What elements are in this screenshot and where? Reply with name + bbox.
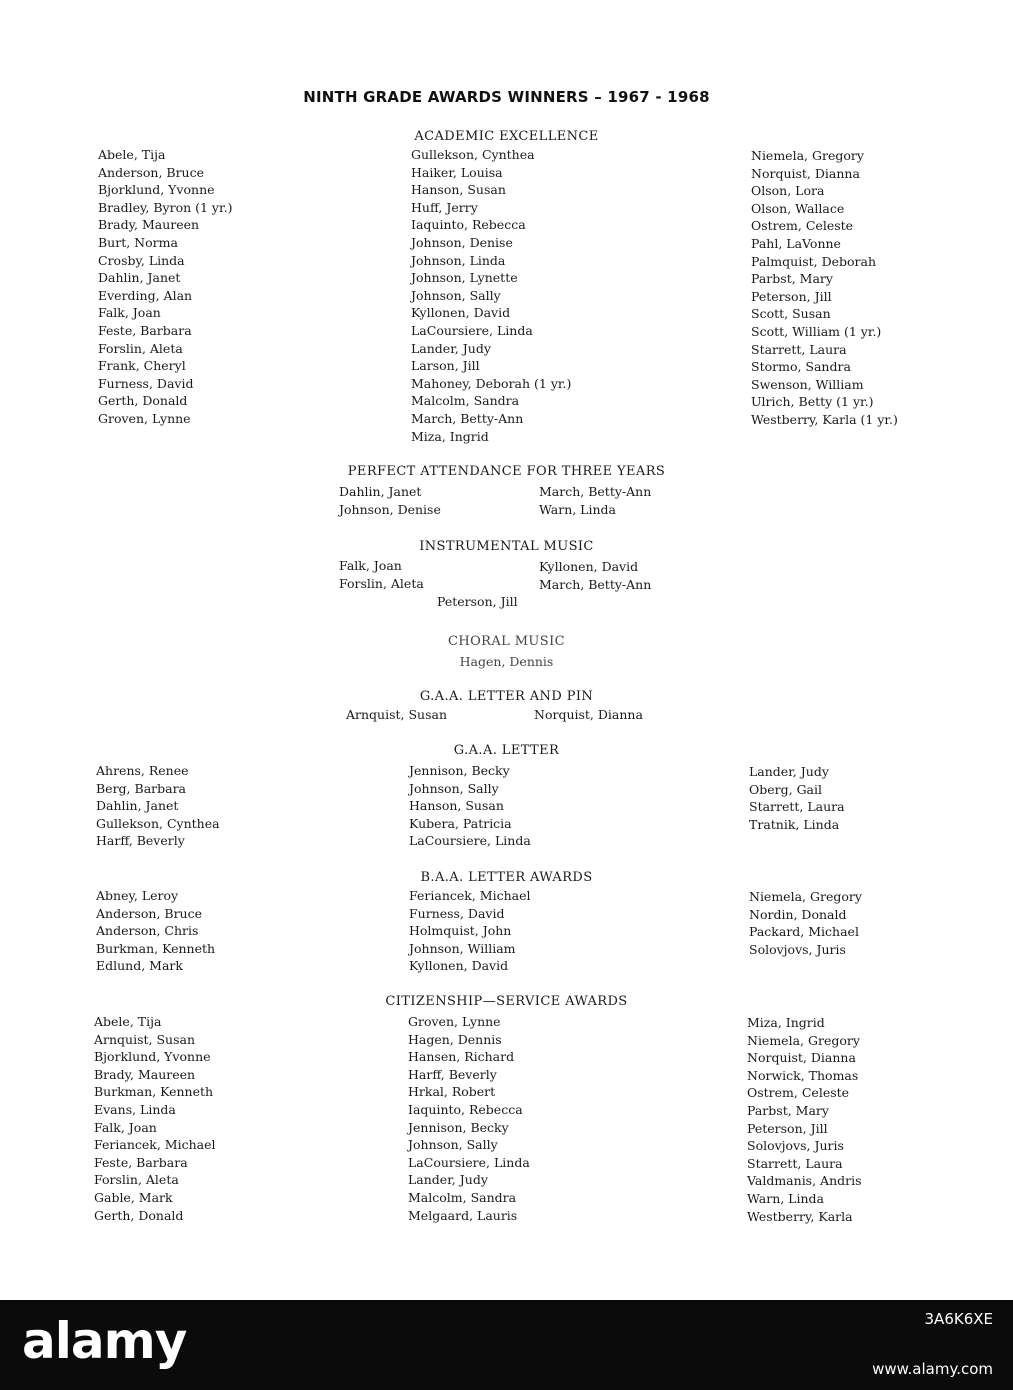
name-entry: Scott, Susan [751, 306, 831, 322]
choral-heading: CHORAL MUSIC [448, 634, 565, 649]
name-entry: Hanson, Susan [409, 798, 504, 814]
name-entry: Iaquinto, Rebecca [411, 217, 526, 233]
name-entry: Peterson, Jill [747, 1120, 828, 1136]
name-entry: Oberg, Gail [749, 781, 823, 797]
name-entry: Abele, Tija [94, 1014, 162, 1029]
name-entry: Ostrem, Celeste [747, 1085, 850, 1101]
name-entry: Pahl, LaVonne [751, 235, 841, 251]
citizenship-col2 [408, 1013, 530, 1224]
name-entry: Johnson, Linda [411, 252, 506, 268]
name-entry: Niemela, Gregory [749, 889, 862, 904]
name-entry: Jennison, Becky [409, 763, 510, 778]
name-entry: Feriancek, Michael [94, 1137, 216, 1153]
instrumental-right [539, 558, 651, 593]
name-entry: Niemela, Gregory [751, 148, 864, 163]
name-entry: Jennison, Becky [408, 1119, 509, 1135]
name-entry: LaCoursiere, Linda [409, 833, 531, 849]
name-entry: Starrett, Laura [749, 799, 845, 815]
name-entry: Kyllonen, David [539, 559, 639, 574]
name-entry: Starrett, Laura [747, 1155, 843, 1171]
academic-excellence-heading: ACADEMIC EXCELLENCE [414, 129, 599, 144]
name-entry: Dahlin, Janet [339, 484, 422, 499]
name-entry: Harff, Beverly [96, 833, 185, 849]
gaa-letter-heading: G.A.A. LETTER [453, 743, 560, 758]
name-entry: March, Betty-Ann [539, 484, 652, 499]
baa-col2 [409, 887, 530, 975]
name-entry: LaCoursiere, Linda [411, 322, 533, 338]
name-entry: Everding, Alan [98, 287, 193, 303]
name-entry: Lander, Judy [411, 340, 491, 356]
name-entry: Mahoney, Deborah (1 yr.) [411, 375, 572, 391]
attendance-right [539, 483, 651, 518]
name-entry: Miza, Ingrid [411, 428, 489, 444]
name-entry: Johnson, Lynette [411, 270, 518, 286]
name-entry: Johnson, William [409, 940, 516, 956]
name-entry: Malcolm, Sandra [408, 1189, 517, 1205]
name-entry: Feste, Barbara [94, 1154, 188, 1170]
name-entry: Johnson, Sally [411, 287, 501, 303]
name-entry: Bjorklund, Yvonne [94, 1049, 211, 1065]
instrumental-left [339, 557, 424, 592]
name-entry: Dahlin, Janet [98, 270, 181, 286]
watermark-footer [0, 1300, 1013, 1390]
name-entry: Norquist, Dianna [747, 1050, 856, 1066]
name-entry: March, Betty-Ann [539, 576, 652, 592]
academic-col3 [751, 147, 898, 429]
name-entry: Johnson, Denise [339, 501, 441, 517]
gaa-letter-col3 [749, 763, 845, 833]
name-entry: Berg, Barbara [96, 780, 187, 796]
name-entry: Olson, Wallace [751, 200, 845, 216]
name-entry: Burt, Norma [98, 234, 178, 250]
name-entry: March, Betty-Ann [411, 410, 524, 426]
name-entry: Larson, Jill [411, 358, 480, 374]
name-entry: Abney, Leroy [96, 888, 179, 903]
name-entry: Groven, Lynne [98, 410, 191, 426]
name-entry: Bradley, Byron (1 yr.) [98, 199, 233, 215]
gaa-pin-heading: G.A.A. LETTER AND PIN [419, 689, 594, 704]
name-entry: Forslin, Aleta [339, 575, 424, 591]
name-entry: Huff, Jerry [411, 199, 478, 215]
name-entry: Anderson, Bruce [98, 164, 204, 180]
name-entry: Forslin, Aleta [94, 1172, 179, 1188]
attendance-heading: PERFECT ATTENDANCE FOR THREE YEARS [347, 464, 666, 479]
name-entry: Valdmanis, Andris [747, 1173, 862, 1189]
baa-col3 [749, 888, 862, 958]
name-entry: Warn, Linda [747, 1190, 824, 1206]
name-entry: Groven, Lynne [408, 1014, 501, 1029]
name-entry: Scott, William (1 yr.) [751, 323, 882, 339]
name-entry: Feriancek, Michael [409, 888, 531, 903]
name-entry: Niemela, Gregory [747, 1032, 860, 1048]
gaa-letter-col2 [409, 762, 531, 850]
name-entry: Falk, Joan [339, 558, 402, 573]
image-id: 3A6K6XE [924, 1310, 993, 1328]
name-entry: Olson, Lora [751, 183, 825, 199]
name-entry: Norquist, Dianna [751, 165, 860, 181]
name-entry: Hagen, Dennis [408, 1031, 502, 1047]
name-entry: Falk, Joan [94, 1119, 157, 1135]
name-entry: Ulrich, Betty (1 yr.) [751, 394, 874, 410]
name-entry: Gable, Mark [94, 1189, 173, 1205]
instrumental-heading: INSTRUMENTAL MUSIC [419, 539, 594, 554]
name-entry: Parbst, Mary [747, 1102, 829, 1118]
name-entry: Swenson, William [751, 376, 864, 392]
name-entry: Gullekson, Cynthea [411, 147, 535, 162]
name-entry: Solovjovs, Juris [749, 941, 846, 957]
citizenship-heading: CITIZENSHIP—SERVICE AWARDS [385, 994, 628, 1009]
academic-col2 [411, 146, 571, 445]
name-entry: Palmquist, Deborah [751, 253, 877, 269]
name-entry: Edlund, Mark [96, 958, 183, 974]
gaa-pin-left: Arnquist, Susan [346, 707, 448, 722]
academic-col1 [98, 146, 232, 428]
name-entry: Parbst, Mary [751, 271, 833, 287]
name-entry: Arnquist, Susan [94, 1031, 196, 1047]
name-entry: Crosby, Linda [98, 252, 185, 268]
name-entry: Holmquist, John [409, 923, 512, 939]
name-entry: Warn, Linda [539, 501, 616, 517]
baa-col1 [96, 887, 215, 975]
gaa-pin-right: Norquist, Dianna [534, 707, 643, 722]
brand-logo: alamy [22, 1312, 187, 1370]
name-entry: Malcolm, Sandra [411, 393, 520, 409]
name-entry: Nordin, Donald [749, 906, 847, 922]
name-entry: Ostrem, Celeste [751, 218, 854, 234]
name-entry: Iaquinto, Rebecca [408, 1101, 523, 1117]
citizenship-col1 [94, 1013, 215, 1224]
name-entry: LaCoursiere, Linda [408, 1154, 530, 1170]
name-entry: Solovjovs, Juris [747, 1138, 844, 1154]
name-entry: Burkman, Kenneth [94, 1084, 214, 1100]
choral-center: Hagen, Dennis [459, 654, 554, 669]
name-entry: Furness, David [98, 375, 194, 391]
name-entry: Hansen, Richard [408, 1049, 515, 1065]
name-entry: Dahlin, Janet [96, 798, 179, 814]
citizenship-col3 [747, 1014, 862, 1225]
name-entry: Burkman, Kenneth [96, 940, 216, 956]
site-url: www.alamy.com [872, 1360, 993, 1378]
name-entry: Miza, Ingrid [747, 1015, 825, 1030]
name-entry: Gerth, Donald [94, 1207, 184, 1223]
name-entry: Gullekson, Cynthea [96, 815, 220, 831]
name-entry: Norwick, Thomas [747, 1067, 859, 1083]
instrumental-center: Peterson, Jill [437, 594, 518, 609]
name-entry: Lander, Judy [408, 1172, 488, 1188]
name-entry: Westberry, Karla [747, 1208, 853, 1224]
name-entry: Westberry, Karla (1 yr.) [751, 411, 898, 427]
name-entry: Abele, Tija [98, 147, 166, 162]
name-entry: Frank, Cheryl [98, 358, 186, 374]
name-entry: Kyllonen, David [409, 958, 509, 974]
name-entry: Packard, Michael [749, 924, 859, 940]
name-entry: Starrett, Laura [751, 341, 847, 357]
name-entry: Ahrens, Renee [96, 763, 189, 778]
name-entry: Haiker, Louisa [411, 164, 503, 180]
name-entry: Gerth, Donald [98, 393, 188, 409]
name-entry: Brady, Maureen [98, 217, 200, 233]
name-entry: Peterson, Jill [751, 288, 832, 304]
page-title: NINTH GRADE AWARDS WINNERS – 1967 - 1968 [303, 88, 710, 106]
name-entry: Anderson, Bruce [96, 905, 202, 921]
baa-heading: B.A.A. LETTER AWARDS [420, 870, 593, 885]
attendance-left [339, 483, 441, 518]
name-entry: Bjorklund, Yvonne [98, 182, 215, 198]
name-entry: Hrkal, Robert [408, 1084, 496, 1100]
name-entry: Evans, Linda [94, 1101, 176, 1117]
name-entry: Lander, Judy [749, 764, 829, 779]
name-entry: Harff, Beverly [408, 1066, 497, 1082]
name-entry: Tratnik, Linda [749, 816, 840, 832]
name-entry: Feste, Barbara [98, 322, 192, 338]
name-entry: Stormo, Sandra [751, 359, 851, 375]
name-entry: Forslin, Aleta [98, 340, 183, 356]
name-entry: Johnson, Denise [411, 234, 513, 250]
name-entry: Anderson, Chris [96, 923, 199, 939]
gaa-letter-col1 [96, 762, 220, 850]
name-entry: Furness, David [409, 905, 505, 921]
name-entry: Hanson, Susan [411, 182, 506, 198]
name-entry: Melgaard, Lauris [408, 1207, 518, 1223]
name-entry: Johnson, Sally [409, 780, 499, 796]
name-entry: Kyllonen, David [411, 305, 511, 321]
name-entry: Kubera, Patricia [409, 815, 512, 831]
name-entry: Falk, Joan [98, 305, 161, 321]
name-entry: Johnson, Sally [408, 1137, 498, 1153]
name-entry: Brady, Maureen [94, 1066, 196, 1082]
